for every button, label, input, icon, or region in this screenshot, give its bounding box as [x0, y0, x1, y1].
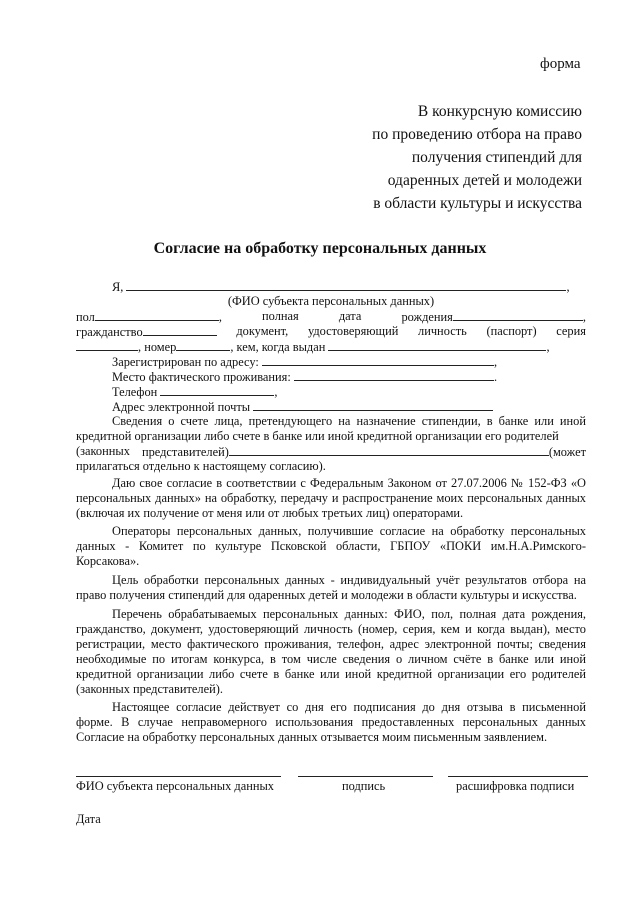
date-word-label: дата [338, 309, 362, 323]
comma: , [582, 310, 586, 324]
bank-text: (может [548, 445, 586, 459]
actual-address-label: Место фактического проживания: [112, 370, 291, 384]
registration-label: Зарегистрирован по адресу: [112, 355, 259, 369]
bank-paragraph: Сведения о счете лица, претендующего на назначение стипендии, в банке или иной кредитной организации либо счете в банке или иной кредитной организации его родителей [76, 414, 586, 443]
gender-field[interactable] [95, 309, 219, 321]
birthdate-field[interactable] [453, 309, 583, 321]
identity-label: личность [418, 324, 467, 338]
date-label: Дата [76, 812, 101, 826]
consent-paragraph: Даю свое согласие в соответствии с Федеральным Законом от 27.07.2006 № 152-ФЗ «О персональных данных» на обработку, передачу и распространение моих персональных данных (включая их получение от меня или от любых третьих лиц) операторами. [76, 476, 586, 520]
bank-line [76, 444, 586, 459]
citizenship-line [76, 324, 586, 339]
issued-field[interactable] [328, 339, 546, 351]
decoding-signature-line[interactable] [448, 776, 588, 777]
addressee-line: одаренных детей и молодежи [387, 172, 582, 189]
addressee-line: по проведению отбора на право [372, 126, 582, 143]
passport-label: (паспорт) [486, 324, 537, 338]
gender-birth-line [76, 309, 586, 324]
full-label: полная [262, 309, 299, 323]
fio-signature-line[interactable] [76, 776, 281, 777]
number-field[interactable] [176, 339, 230, 351]
signature-label: подпись [342, 779, 386, 793]
i-label: Я, [112, 280, 124, 294]
document-title: Согласие на обработку персональных данных [153, 240, 487, 257]
addressee-line: В конкурсную комиссию [417, 103, 582, 120]
form-body [76, 279, 586, 745]
list-paragraph: Перечень обрабатываемых персональных данных: ФИО, пол, полная дата рождения, гражданство, документ, удостоверяющий личность (номер, серия, кем и когда выдан), место регистрации, место фактического проживания, телефон, адрес электронной почты; сведения необходимые по итогам конкурса, в том числе сведения о личном счёте в банке или иной кредитной организации либо счете в банке или иной кредитной организации его родителей (законных представителей). [76, 607, 586, 696]
issued-label: , кем, когда выдан [230, 340, 326, 354]
gender-label: пол [76, 310, 95, 324]
form-label: форма [540, 56, 581, 72]
purpose-paragraph: Цель обработки персональных данных - индивидуальный учёт результатов отбора на право получения стипендий для одаренных детей и молодежи в области культуры и искусства. [76, 573, 586, 602]
bank-text: представителей) [141, 445, 229, 459]
period: . [493, 370, 498, 384]
addressee-line: получения стипендий для [411, 149, 582, 166]
bank-field[interactable] [229, 444, 549, 456]
addressee-block [300, 100, 582, 215]
operators-paragraph: Операторы персональных данных, получившие согласие на обработку персональных данных - Комитет по культуре Псковской области, ГБПОУ «ПОКИ им.Н.А.Римского-Корсакова». [76, 524, 586, 568]
comma: , [274, 385, 278, 399]
phone-line [76, 384, 586, 399]
actual-address-line [76, 369, 586, 384]
passport-number-line [76, 339, 586, 354]
email-field[interactable] [253, 399, 493, 411]
citizenship-label: гражданство [76, 325, 143, 339]
email-line [76, 399, 586, 414]
comma: , [493, 355, 498, 369]
bank-line-end: прилагаться отдельно к настоящему согласию). [76, 459, 326, 473]
signature-line[interactable] [298, 776, 433, 777]
fio-field[interactable] [126, 279, 566, 291]
number-label: , номер [138, 340, 177, 354]
validity-paragraph: Настоящее согласие действует со дня его подписания до дня отзыва в письменной форме. В случае неправомерного использования предоставленных персональных данных Согласие на обработку персональных данных отзывается моим письменным заявлением. [76, 700, 586, 744]
series-label: серия [556, 324, 586, 338]
phone-label: Телефон [112, 385, 158, 399]
addressee-line: в области культуры и искусства [373, 195, 582, 212]
decoding-label: расшифровка подписи [456, 779, 575, 793]
series-field[interactable] [76, 339, 138, 351]
certifying-label: удостоверяющий [307, 324, 399, 338]
bank-text: (законных [76, 444, 130, 458]
document-label: документ, [236, 324, 289, 338]
birth-label: рождения [401, 310, 453, 324]
actual-address-field[interactable] [294, 369, 494, 381]
fio-line [76, 279, 586, 294]
comma: , [218, 310, 222, 324]
registration-line [76, 354, 586, 369]
comma: , [546, 340, 550, 354]
email-label: Адрес электронной почты [112, 400, 251, 414]
comma: , [566, 280, 570, 294]
fio-signature-label: ФИО субъекта персональных данных [76, 779, 275, 793]
registration-field[interactable] [262, 354, 494, 366]
phone-field[interactable] [160, 384, 274, 396]
citizenship-field[interactable] [143, 324, 217, 336]
fio-caption: (ФИО субъекта персональных данных) [227, 294, 435, 308]
